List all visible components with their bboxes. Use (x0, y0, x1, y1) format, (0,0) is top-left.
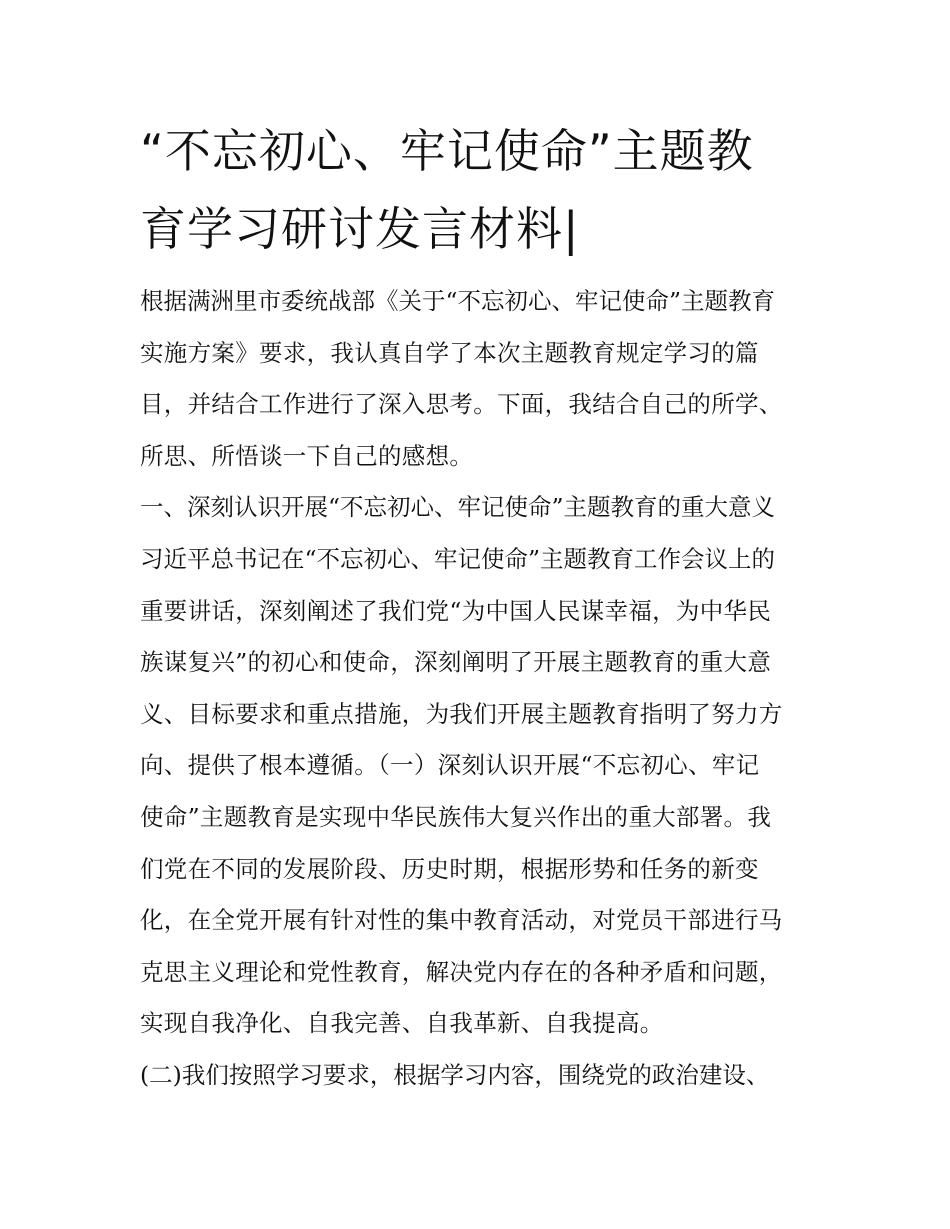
body-line: 克思主义理论和党性教育，解决党内存在的各种矛盾和问题， (140, 957, 783, 986)
document-body (140, 276, 820, 1102)
body-line: 所思、所悟谈一下自己的感想。 (140, 441, 474, 470)
body-line: 族谋复兴”的初心和使命，深刻阐明了开展主题教育的重大意 (140, 648, 772, 677)
body-line: 义、目标要求和重点措施，为我们开展主题教育指明了努力方 (140, 699, 783, 728)
document-title (140, 112, 830, 268)
body-line: 实施方案》要求，我认真自学了本次主题教育规定学习的篇 (140, 338, 759, 367)
body-line: 重要讲话，深刻阐述了我们党“为中国人民谋幸福，为中华民 (140, 596, 772, 625)
body-line: 化，在全党开展有针对性的集中教育活动，对党员干部进行马 (140, 906, 783, 935)
body-line: 根据满洲里市委统战部《关于“不忘初心、牢记使命”主题教育 (140, 287, 776, 315)
body-line: 实现自我净化、自我完善、自我革新、自我提高。 (140, 1009, 664, 1038)
title-line: “不忘初心、牢记使命”主题教 (140, 124, 754, 178)
body-line: 使命”主题教育是实现中华民族伟大复兴作出的重大部署。我 (140, 802, 772, 831)
body-line: 们党在不同的发展阶段、历史时期，根据形势和任务的新变 (140, 854, 759, 883)
body-line: 习近平总书记在“不忘初心、牢记使命”主题教育工作会议上的 (140, 544, 776, 573)
body-line: (二)我们按照学习要求，根据学习内容，围绕党的政治建设、 (140, 1060, 770, 1089)
section-heading-line: 一、深刻认识开展“不忘初心、牢记使命”主题教育的重大意义 (140, 493, 776, 522)
body-line: 向、提供了根本遵循。（一）深刻认识开展“不忘初心、牢记 (140, 751, 760, 780)
title-line: 育学习研讨发言材料| (140, 202, 580, 256)
body-line: 目，并结合工作进行了深入思考。下面，我结合自己的所学、 (140, 390, 783, 419)
